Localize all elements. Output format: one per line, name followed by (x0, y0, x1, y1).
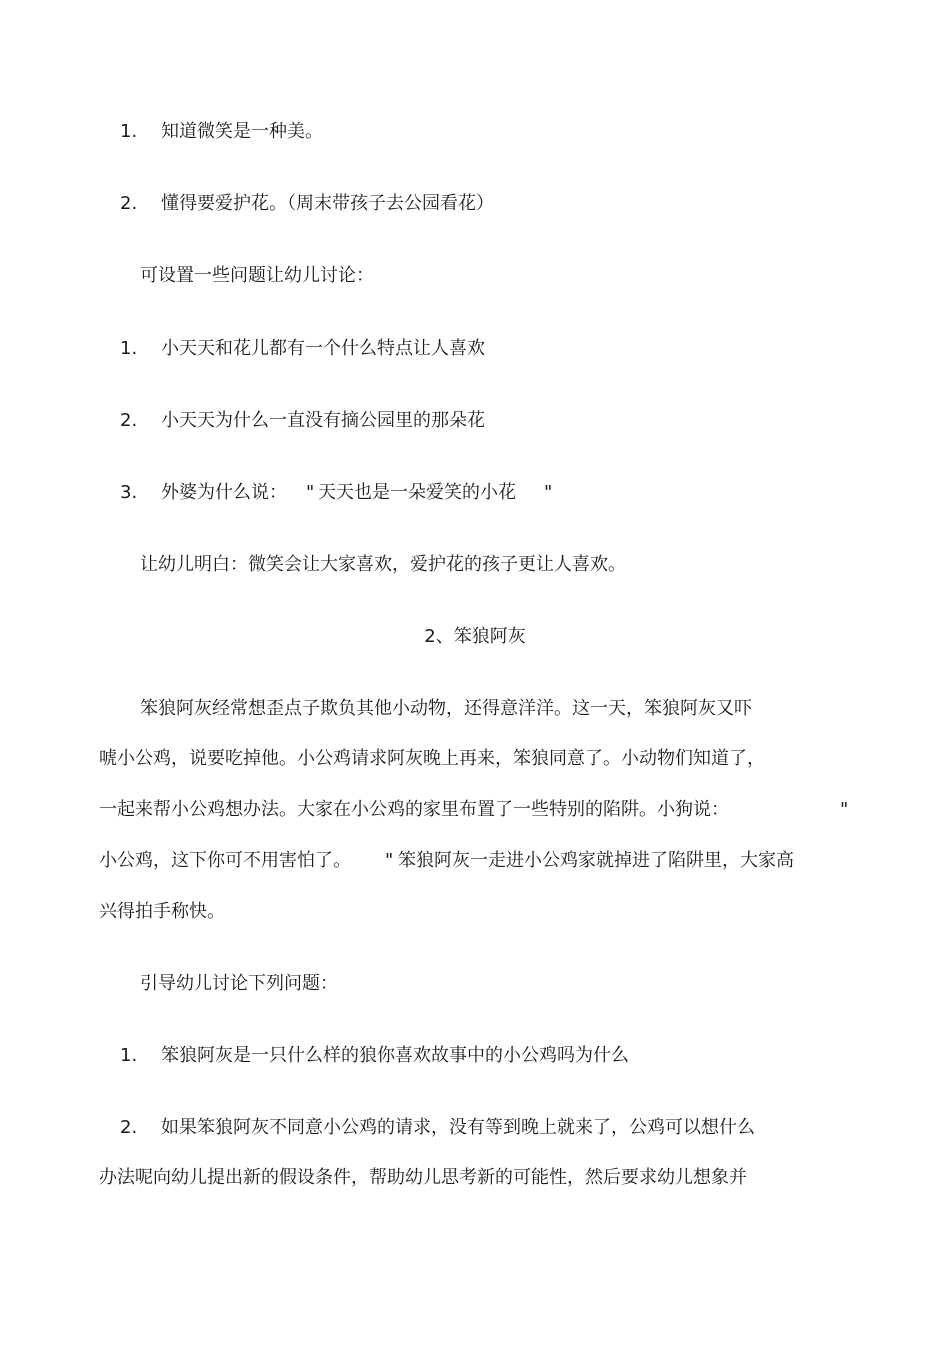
question-3-number: 3. (120, 482, 138, 503)
section2-question-2-text: 如果笨狼阿灰不同意小公鸡的请求，没有等到晚上就来了，公鸡可以想什么 (161, 1117, 755, 1138)
story-line-3: 一起来帮小公鸡想办法。大家在小公鸡的家里布置了一些特别的陷阱。小狗说： (99, 799, 729, 820)
story-line-5: 兴得拍手称快。 (99, 901, 225, 922)
goal-2-text: 懂得要爱护花。（周末带孩子去公园看花） (161, 193, 494, 214)
section2-question-2-continuation: 办法呢向幼儿提出新的假设条件，帮助幼儿思考新的可能性，然后要求幼儿想象并 (99, 1167, 747, 1188)
section2-question-1-text: 笨狼阿灰是一只什么样的狼你喜欢故事中的小公鸡吗为什么 (161, 1045, 629, 1066)
question-2-text: 小天天为什么一直没有摘公园里的那朵花 (161, 410, 485, 431)
story-open-quote: " (840, 799, 849, 820)
question-3-quote: 天天也是一朵爱笑的小花 (318, 482, 516, 503)
section2-question-2-number: 2. (120, 1117, 138, 1138)
story-line-1: 笨狼阿灰经常想歪点子欺负其他小动物，还得意洋洋。这一天，笨狼阿灰又吓 (140, 698, 752, 719)
section2-question-1-number: 1. (120, 1045, 138, 1066)
question-1-number: 1. (120, 338, 138, 359)
story-line-4: 小公鸡，这下你可不用害怕了。 (99, 850, 351, 871)
conclusion-text: 让幼儿明白：微笑会让大家喜欢，爱护花的孩子更让人喜欢。 (140, 554, 626, 575)
goal-2-number: 2. (120, 193, 138, 214)
discussion-prompt: 可设置一些问题让幼儿讨论： (140, 265, 374, 286)
question-1-text: 小天天和花儿都有一个什么特点让人喜欢 (161, 338, 485, 359)
question-3-open-quote: " (306, 482, 315, 503)
discussion-prompt-2: 引导幼儿讨论下列问题： (140, 973, 338, 994)
story-close-quote: " (385, 850, 394, 871)
goal-1-number: 1. (120, 121, 138, 142)
question-3-text: 外婆为什么说： (161, 482, 287, 503)
question-2-number: 2. (120, 410, 138, 431)
story-line-2: 唬小公鸡，说要吃掉他。小公鸡请求阿灰晚上再来，笨狼同意了。小动物们知道了， (99, 748, 765, 769)
section-title: 2、笨狼阿灰 (424, 626, 526, 647)
question-3-close-quote: " (544, 482, 553, 503)
goal-1-text: 知道微笑是一种美。 (161, 121, 323, 142)
story-line-4b: 笨狼阿灰一走进小公鸡家就掉进了陷阱里，大家高 (398, 850, 794, 871)
